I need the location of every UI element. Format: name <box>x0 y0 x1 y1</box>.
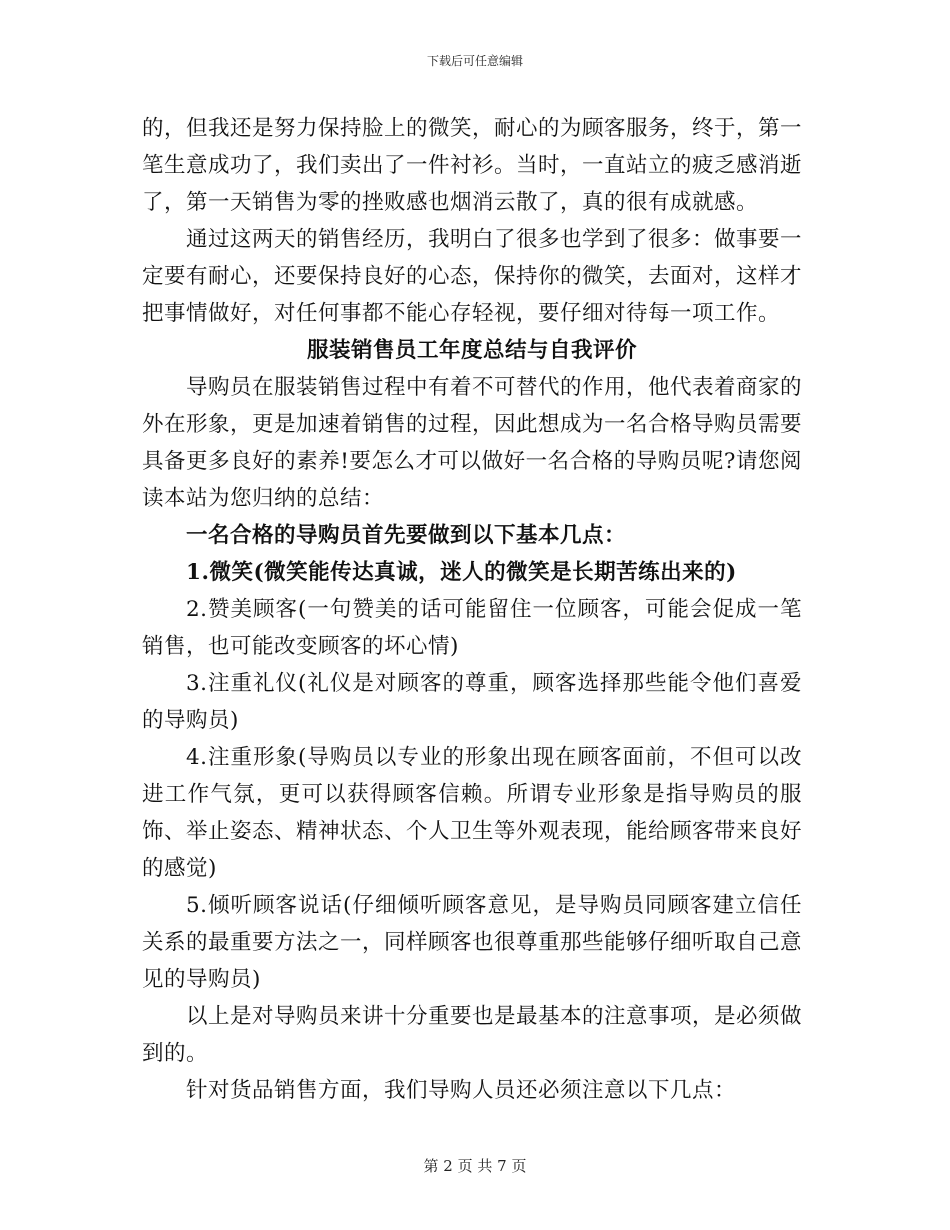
paragraph-intro: 导购员在服装销售过程中有着不可替代的作用，他代表着商家的外在形象，更是加速着销售的过程，因此想成为一名合格导购员需要具备更多良好的素养!要怎么才可以做好一名合格的导购员呢?请您阅读本站为您归纳的总结： <box>142 375 803 511</box>
document-body <box>142 110 802 1109</box>
page-header: 下载后可任意编辑 <box>426 54 523 68</box>
page-footer: 第 2 页 共 7 页 <box>423 1157 527 1175</box>
list-item-smile: 1.微笑(微笑能传达真诚，迷人的微笑是长期苦练出来的) <box>186 560 737 585</box>
paragraph-goods-sales: 针对货品销售方面，我们导购人员还必须注意以下几点： <box>186 1078 737 1103</box>
paragraph-continuation: 的，但我还是努力保持脸上的微笑，耐心的为顾客服务，终于，第一笔生意成功了，我们卖出了一件衬衫。当时，一直站立的疲乏感消逝了，第一天销售为零的挫败感也烟消云散了，真的很有成就感。 <box>142 116 803 215</box>
list-item-image: 4.注重形象(导购员以专业的形象出现在顾客面前，不但可以改进工作气氛，更可以获得顾客信赖。所谓专业形象是指导购员的服饰、举止姿态、精神状态、个人卫生等外观表现，能给顾客带来良好的感觉) <box>142 745 803 881</box>
list-item-praise: 2.赞美顾客(一句赞美的话可能留住一位顾客，可能会促成一笔销售，也可能改变顾客的坏心情) <box>142 597 802 659</box>
list-heading: 一名合格的导购员首先要做到以下基本几点： <box>186 523 627 548</box>
list-item-listen: 5.倾听顾客说话(仔细倾听顾客意见，是导购员同顾客建立信任关系的最重要方法之一，同样顾客也很尊重那些能够仔细听取自己意见的导购员) <box>142 893 803 992</box>
paragraph-sales-experience: 通过这两天的销售经历，我明白了很多也学到了很多：做事要一定要有耐心，还要保持良好的心态，保持你的微笑，去面对，这样才把事情做好，对任何事都不能心存轻视，要仔细对待每一项工作。 <box>142 227 803 326</box>
paragraph-summary: 以上是对导购员来讲十分重要也是最基本的注意事项，是必须做到的。 <box>142 1004 803 1066</box>
section-title: 服装销售员工年度总结与自我评价 <box>306 338 637 363</box>
list-item-etiquette: 3.注重礼仪(礼仪是对顾客的尊重，顾客选择那些能令他们喜爱的导购员) <box>142 671 802 733</box>
